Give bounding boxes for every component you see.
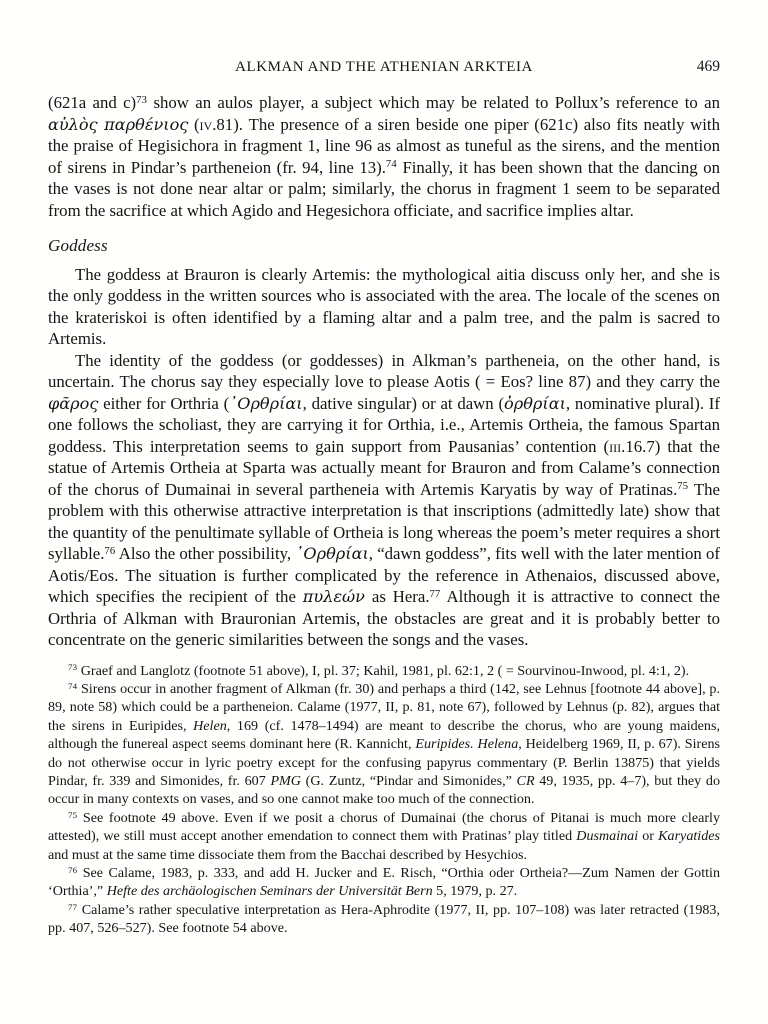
paragraph-goddess-brauron — [48, 264, 720, 350]
text-segment: and must at the same time dissociate them from the Bacchai described by Hesychios. — [48, 846, 528, 863]
text-segment: ( — [188, 114, 200, 134]
footnote-marker: 75 — [68, 809, 78, 820]
text-segment: iii — [609, 436, 622, 456]
text-segment: φᾶρος — [48, 393, 99, 413]
footnote-marker: 75 — [677, 481, 689, 493]
footnote-74 — [48, 680, 720, 809]
text-segment: PMG — [270, 772, 301, 789]
text-segment: , “dawn goddess”, fits well with the later mention of Aotis/Eos. The situation is further complicated by the reference in Athenaios, discussed above, which specifies the recipient of the — [48, 544, 720, 606]
text-segment: 5, 1979, p. 27. — [432, 883, 518, 900]
footnote-marker: 76 — [68, 864, 78, 875]
page-header — [48, 58, 720, 76]
text-segment: Graef and Langlotz (footnote 51 above), I, pl. 37; Kahil, 1981, pl. 62:1, 2 ( = Sourvinou-Inwood, pl. 4:1, 2). — [77, 662, 690, 679]
text-segment: ᾿Ορθρίαι — [229, 393, 303, 413]
text-segment: Finally, it has been shown that the dancing on the vases is not done near altar or palm; similarly, the chorus in fragment 1 seem to be separated from the sacrifice at which Agido and Hegesichora officiate, and sacrifice implies altar. — [48, 157, 720, 220]
text-segment: Helen — [193, 717, 227, 734]
footnote-77 — [48, 901, 720, 938]
page-number: 469 — [696, 58, 720, 75]
footnote-marker: 74 — [68, 680, 78, 691]
text-segment: Hefte des archäologischen Seminars der Universität Bern — [106, 883, 433, 900]
text-segment: show an aulos player, a subject which may be related to Pollux’s reference to an — [147, 93, 720, 112]
footnote-marker: 74 — [385, 159, 397, 171]
footnote-76 — [48, 864, 720, 901]
paragraph-goddess-identity — [48, 350, 720, 651]
text-segment: as Hera. — [364, 587, 430, 606]
text-segment: 49, 1935, pp. 4–7), but they do occur in many contexts on vases, and so one cannot make too much of the connection. — [48, 772, 720, 808]
text-segment: Karyatides — [658, 828, 720, 845]
text-segment: Sirens occur in another fragment of Alkman (fr. 30) and perhaps a third (142, see Lehnus [footnote 44 above], p. 89, note 58) which could be a partheneion. Calame (1977, II, p. 81, note 67), followed by Lehnus (p. 82), argues that the sirens in Euripides, — [48, 680, 720, 734]
text-segment: πυλεών — [302, 587, 365, 606]
text-segment: See Calame, 1983, p. 333, and add H. Jucker and E. Risch, “Orthia oder Ortheia?—Zum Namen der Gottin ‘Orthia’,” — [48, 864, 720, 900]
text-segment: (621a and c) — [48, 93, 137, 112]
running-title: ALKMAN AND THE ATHENIAN ARKTEIA — [235, 59, 533, 75]
text-segment: iv — [199, 114, 213, 134]
text-segment: See footnote 49 above. Even if we posit a chorus of Dumainai (the chorus of Pitanai is much more clearly attested), we still must accept another emendation to connect them with Pratinas’ play titled — [48, 809, 720, 845]
footnotes-section — [48, 662, 720, 938]
body-text — [48, 92, 720, 651]
text-segment: .81). The presence of a siren beside one piper (621c) also fits neatly with the praise of Hegisichora in fragment 1, line 96 as almost as tuneful as the sirens, and the mention of sirens in Pindar’s partheneion (fr. 94, line 13). — [48, 114, 720, 177]
text-segment: Calame’s rather speculative interpretation as Hera-Aphrodite (1977, II, pp. 107–108) was later retracted (1983, pp. 407, 526–527). See footnote 54 above. — [48, 901, 720, 937]
text-segment: (G. Zuntz, “Pindar and Simonides,” — [300, 772, 517, 789]
footnote-marker: 77 — [68, 901, 78, 912]
text-segment: or — [638, 828, 659, 845]
text-segment: either for Orthria ( — [98, 393, 230, 413]
text-segment: , Heidelberg 1969, II, p. 67). Sirens do not otherwise occur in lyric poetry except for the confusing papyrus commentary (P. Berlin 13875) that yields Pindar, fr. 339 and Simonides, fr. 607 — [48, 736, 720, 789]
text-segment: Also the other possibility, — [115, 544, 296, 563]
section-heading-goddess: Goddess — [48, 236, 108, 255]
text-segment: , nominative plural). If one follows the scholiast, they are carrying it for Orthia, i.e., Artemis Ortheia, the famous Spartan goddess. This interpretation seems to gain support from Pausanias’ contention ( — [48, 393, 720, 456]
text-segment: The problem with this otherwise attractive interpretation is that inscriptions (admittedly late) show that the quantity of the penultimate syllable of Ortheia is long whereas the poem’s meter requires a short syllable. — [48, 479, 721, 563]
text-segment: αὐλὸς παρθένιος — [48, 114, 189, 134]
footnote-73 — [48, 662, 720, 680]
footnote-marker: 76 — [104, 545, 116, 557]
text-segment: CR — [516, 772, 535, 789]
text-segment: Euripides. Helena — [415, 736, 519, 753]
text-segment: , dative singular) or at dawn ( — [302, 393, 505, 413]
text-segment: The goddess at Brauron is clearly Artemis: the mythological aitia discuss only her, and she is the only goddess in the written sources who is associated with the area. The locale of the scenes on the krateriskoi is often identified by a flaming altar and a palm tree, and the palm is sacred to Artemis. — [48, 264, 720, 348]
text-segment: The identity of the goddess (or goddesses) in Alkman’s partheneia, on the other hand, is uncertain. The chorus say they especially love to please Aotis ( = Eos? line 87) and they carry the — [48, 350, 720, 391]
footnote-75 — [48, 809, 720, 864]
footnote-marker: 73 — [136, 94, 148, 106]
text-segment: Although it is attractive to connect the Orthria of Alkman with Brauronian Artemis, the obstacles are great and it is probably better to concentrate on the generic similarities between the songs and the vases. — [48, 587, 720, 649]
paragraph-aulos-player — [48, 92, 720, 221]
text-segment: Dusmainai — [576, 828, 639, 845]
text-segment: ᾿Ορθρίαι — [295, 544, 369, 563]
text-segment: .16.7) that the statue of Artemis Ortheia at Sparta was actually meant for Brauron and from Calame’s connection of the chorus of Dumainai in several partheneia with Artemis Karyatis by way of Pratinas. — [48, 436, 720, 499]
footnote-marker: 73 — [68, 662, 78, 673]
footnote-marker: 77 — [429, 588, 441, 600]
text-segment: , 169 (cf. 1478–1494) are meant to describe the chorus, who are young maidens, although the funereal aspect seems dominant here (R. Kannicht, — [48, 717, 720, 753]
text-segment: ὀρθρίαι — [504, 393, 566, 413]
